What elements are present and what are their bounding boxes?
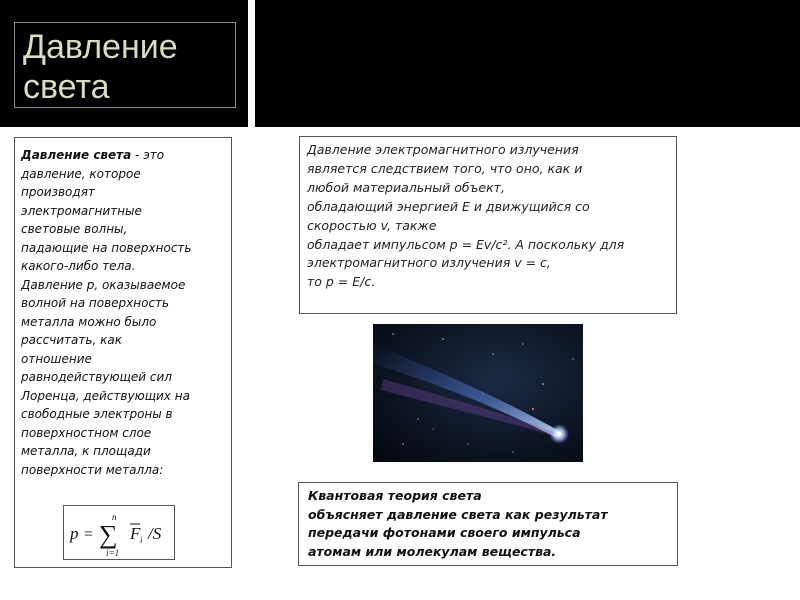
momentum-line: скоростью v, также (307, 217, 437, 233)
momentum-line: обладает импульсом p = Ev/c². А поскольку для (307, 236, 625, 252)
definition-panel (14, 137, 232, 568)
quantum-panel (298, 482, 678, 566)
momentum-line: то p = E/c. (307, 274, 376, 290)
momentum-line: любой материальный объект, (307, 179, 505, 195)
momentum-panel (299, 136, 677, 314)
header-band-right (255, 0, 800, 127)
formula-sum-top: n (112, 512, 117, 522)
definition-line: световые волны, (21, 222, 128, 236)
title-line-2: света (23, 68, 110, 106)
definition-line: металла, к площади (21, 444, 151, 458)
formula-sum-bottom: i=1 (106, 548, 120, 558)
definition-line: Лоренца, действующих на (21, 388, 190, 403)
quantum-text (308, 487, 673, 561)
definition-line: какого-либо тела. (21, 259, 136, 273)
definition-line: рассчитать, как (21, 333, 122, 347)
definition-line: равнодействующей сил (21, 370, 172, 384)
definition-line: волной на поверхность (21, 296, 170, 310)
definition-line: металла можно было (21, 314, 157, 329)
definition-line: поверхности металла: (21, 462, 164, 477)
definition-line: падающие на поверхность (21, 240, 192, 255)
comet-image (373, 324, 583, 462)
definition-line: Давление p, оказываемое (21, 277, 186, 292)
formula-p: p (70, 524, 79, 543)
momentum-line: Давление электромагнитного излучения (307, 142, 579, 157)
momentum-text (307, 141, 672, 292)
formula-svg (64, 506, 174, 559)
quantum-line: объясняет давление света как результат (308, 506, 608, 522)
comet-illustration (373, 324, 583, 462)
formula-rest: /S (148, 524, 162, 543)
momentum-line: электромагнитного излучения v = c, (307, 255, 551, 271)
definition-line: давление, которое (21, 166, 141, 181)
definition-line: поверхностном слое (21, 425, 152, 440)
definition-line: электромагнитные (21, 203, 142, 218)
quantum-line: передачи фотонами своего импульса (308, 525, 581, 540)
momentum-line: обладающий энергией E и движущийся со (307, 198, 590, 214)
formula-equals: = (84, 526, 94, 543)
momentum-line: является следствием того, что оно, как и (307, 160, 583, 176)
quantum-line: Квантовая теория света (308, 488, 482, 503)
definition-text (21, 146, 226, 479)
definition-line: производят (21, 185, 95, 199)
title-line-1: Давление (23, 28, 178, 66)
pressure-formula (63, 505, 175, 560)
definition-line: - это (131, 148, 165, 162)
formula-F: F (130, 524, 141, 543)
slide-title (14, 22, 236, 108)
definition-line: отношение (21, 351, 92, 366)
formula-subscript: i (140, 535, 143, 545)
definition-lead: Давление света (21, 148, 132, 162)
formula-sigma: ∑ (99, 520, 118, 549)
definition-line: свободные электроны в (21, 407, 173, 421)
quantum-line: атомам или молекулам вещества. (308, 543, 557, 559)
